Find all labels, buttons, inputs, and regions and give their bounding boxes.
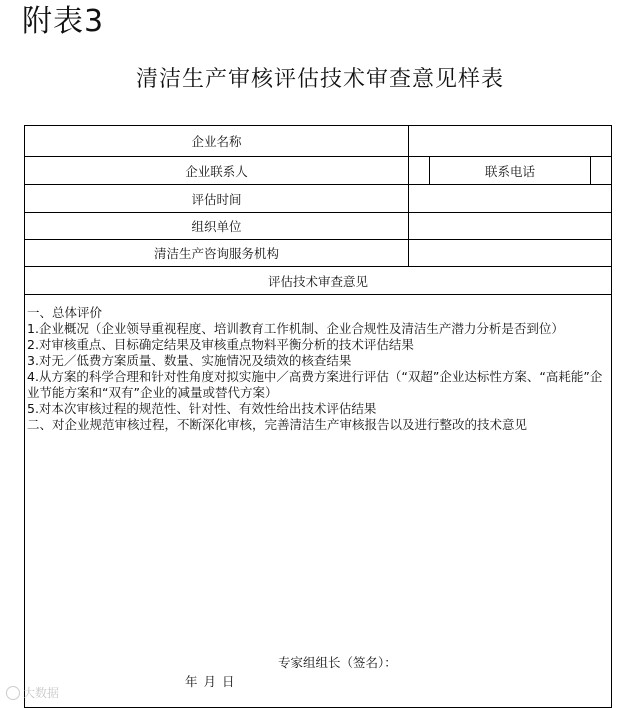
contact-person-label: 企业联系人 [185, 163, 248, 179]
watermark-logo-icon [6, 686, 20, 700]
row-consulting-agency [25, 240, 611, 267]
signature-label: 专家组组长（签名）： [278, 655, 397, 670]
evaluation-time-label: 评估时间 [191, 191, 242, 207]
consulting-agency-field[interactable] [409, 240, 611, 266]
opinion-line: 一、总体评价 [27, 305, 103, 320]
contact-person-field[interactable] [409, 157, 429, 184]
organizer-label: 组织单位 [191, 219, 242, 234]
evaluation-time-field[interactable] [409, 185, 611, 212]
opinion-line: 2.对审核重点、目标确定结果及审核重点物料平衡分析的技术评估结果 [27, 337, 414, 352]
opinion-text [27, 305, 607, 433]
opinion-line: 1.企业概况（企业领导重视程度、培训教育工作机制、企业合规性及清洁生产潜力分析是否到位） [27, 321, 564, 336]
opinion-header: 评估技术审查意见 [267, 273, 368, 289]
contact-phone-field[interactable] [591, 157, 611, 184]
opinion-line: 3.对无／低费方案质量、数量、实施情况及绩效的核查结果 [27, 353, 352, 368]
company-name-field[interactable] [409, 126, 611, 156]
watermark [6, 684, 59, 701]
row-evaluation-time [25, 185, 611, 213]
consulting-agency-label: 清洁生产咨询服务机构 [153, 246, 279, 261]
watermark-text: 大数据 [23, 686, 60, 700]
document-title: 清洁生产审核评估技术审查意见样表 [135, 67, 504, 92]
opinion-body[interactable] [25, 295, 611, 707]
date-label: 年 月 日 [185, 674, 236, 689]
row-contact [25, 157, 611, 185]
review-form [24, 125, 612, 708]
row-organizer [25, 213, 611, 240]
appendix-label: 附表3 [22, 4, 105, 39]
row-company-name [25, 126, 611, 157]
row-opinion-header [25, 267, 611, 295]
opinion-line: 5.对本次审核过程的规范性、针对性、有效性给出技术评估结果 [27, 401, 377, 416]
contact-phone-label: 联系电话 [484, 163, 535, 179]
company-name-label: 企业名称 [191, 134, 242, 149]
opinion-line: 二、对企业规范审核过程，不断深化审核，完善清洁生产审核报告以及进行整改的技术意见 [27, 417, 528, 432]
organizer-field[interactable] [409, 213, 611, 239]
opinion-line: 4.从方案的科学合理和针对性角度对拟实施中／高费方案进行评估（“双超”企业达标性方案、“高耗能”企业节能方案和“双有”企业的减量或替代方案） [27, 369, 603, 400]
